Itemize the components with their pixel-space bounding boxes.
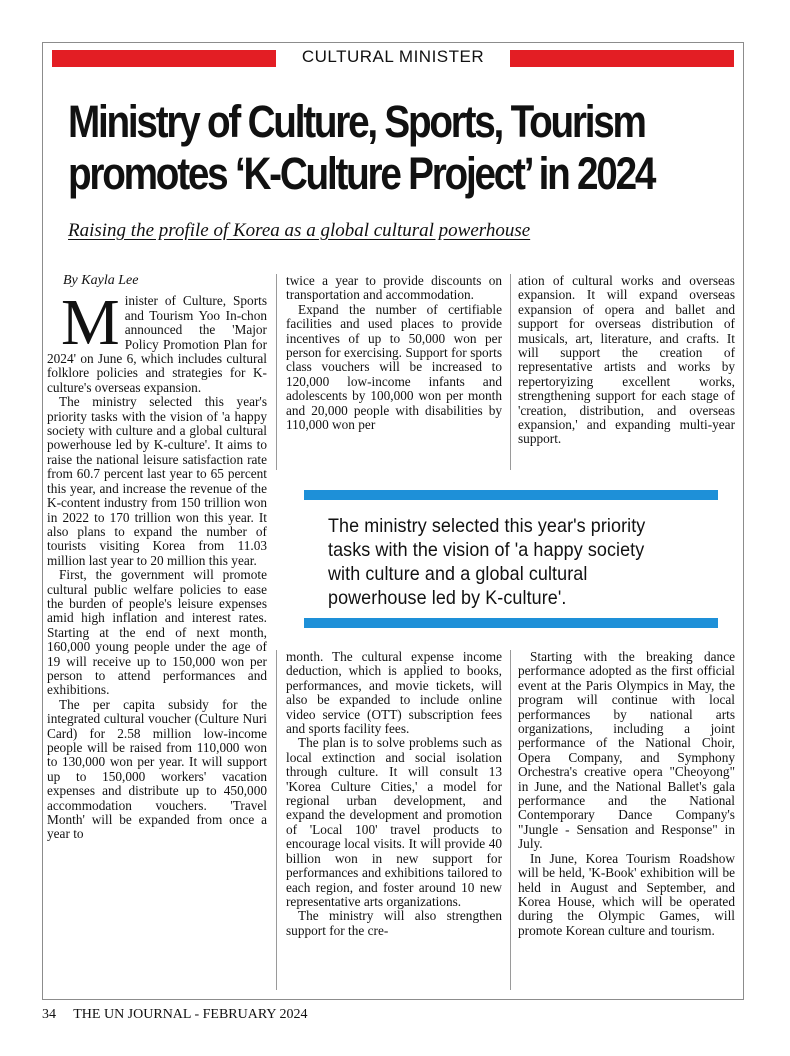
column-3-top bbox=[518, 274, 735, 447]
headline-line-2: promotes ‘K-Culture Project’ in 2024 bbox=[68, 148, 655, 199]
paragraph: The ministry will also strengthen support for the cre- bbox=[286, 908, 502, 938]
column-rule bbox=[276, 274, 277, 470]
paragraph: In June, Korea Tourism Roadshow will be held, 'K-Book' exhibition will be held in August and September, and Korea House, which will be operated during the Olympic Games, will promote Korean culture and tourism. bbox=[518, 850, 735, 938]
section-header bbox=[52, 47, 734, 67]
paragraph: Expand the number of certifiable facilities and used places to provide incentives of up to 50,000 won per person for exercising. Support for sports class vouchers will be increased to 120,000 low-income infants and adolescents by 100,000 won per month and 20,000 people with disabilities by 110,000 won per bbox=[286, 301, 502, 433]
paragraph-text: inister of Culture, Sports and Tourism Yoo In-chon announced the 'Major Policy Promotion Plan for 2024' on June 6, which includes cultural folklore policies and strategies for K-culture's overseas expansion. bbox=[47, 293, 267, 395]
paragraph: Starting with the breaking dance performance adopted as the first official event at the Paris Olympics in May, the program will continue with local performances by national arts organizations, including a joint performance of the National Choir, Opera Company, and Symphony Orchestra's creative opera "Cheoyong" in June, and the National Ballet's gala performance and the National Contemporary Dance Company's "Jungle - Sensation and Response" in July. bbox=[518, 649, 735, 852]
column-3-bottom bbox=[518, 650, 735, 938]
pullquote-bar-top bbox=[304, 490, 718, 500]
column-2-top bbox=[286, 274, 502, 432]
publication-name: THE UN JOURNAL - FEBRUARY 2024 bbox=[73, 1007, 308, 1022]
headline-line-1: Ministry of Culture, Sports, Tourism bbox=[68, 96, 645, 147]
paragraph: The plan is to solve problems such as local extinction and social isolation through culture. It will consult 13 'Korea Culture Cities,' a model for regional urban development, and expand the development and promotion of 'Local 100' travel products to encourage local visits. It will provide 40 billion won in new support for performances and exhibitions tailored to each region, and foster around 10 new representative arts organizations. bbox=[286, 735, 502, 909]
paragraph: month. The cultural expense income deduction, which is applied to books, performances, and movie tickets, will also be expanded to include online video service (OTT) subscription fees and sports facility fees. bbox=[286, 649, 502, 737]
column-rule bbox=[510, 274, 511, 470]
pullquote-bar-bottom bbox=[304, 618, 718, 628]
column-2-bottom bbox=[286, 650, 502, 938]
drop-cap: M bbox=[61, 286, 120, 360]
paragraph bbox=[47, 286, 267, 395]
paragraph: The per capita subsidy for the integrated cultural voucher (Culture Nuri Card) for 2.58 million low-income people will be raised from 110,000 won to 130,000 won per year. It will support up to 150,000 workers' vacation expenses and distribute up to 450,000 accommodation vouchers. 'Travel Month' will be expanded from once a year to bbox=[47, 696, 267, 842]
column-rule bbox=[510, 650, 511, 990]
subheadline: Raising the profile of Korea as a global cultural powerhouse bbox=[68, 220, 531, 241]
paragraph: twice a year to provide discounts on transportation and accommodation. bbox=[286, 273, 502, 303]
pullquote: The ministry selected this year's priority tasks with the vision of 'a happy society with culture and a global cultural powerhouse led by K-culture'. bbox=[328, 515, 646, 609]
column-1 bbox=[47, 274, 267, 842]
section-bar-left bbox=[52, 50, 276, 67]
section-bar-right bbox=[510, 50, 734, 67]
byline: By Kayla Lee bbox=[63, 273, 139, 288]
page-number: 34 bbox=[42, 1007, 56, 1022]
headline bbox=[68, 96, 653, 200]
paragraph: First, the government will promote cultural public welfare policies to ease the burden of people's leisure expenses amid high inflation and interest rates. Starting at the end of next month, 160,000 young people under the age of 19 will receive up to 150,000 won per person to attend performances and exhibitions. bbox=[47, 567, 267, 698]
page-footer bbox=[42, 1007, 308, 1023]
section-label: CULTURAL MINISTER bbox=[301, 47, 485, 66]
column-rule bbox=[276, 650, 277, 990]
paragraph: ation of cultural works and overseas expansion. It will expand overseas expansion of opera and ballet and support for overseas distribution of musicals, art, literature, and crafts. It will support the creation of representative artists and works by repertoryizing excellent works, strengthening support for each stage of 'creation, distribution, and overseas expansion,' and expanding multi-year support. bbox=[518, 273, 735, 447]
paragraph: The ministry selected this year's priority tasks with the vision of 'a happy society with culture and a global cultural powerhouse led by K-culture'. It aims to raise the national leisure satisfaction rate from 60.7 percent last year to 65 percent this year, and increase the revenue of the K-content industry from 150 trillion won in 2022 to 170 trillion won this year. It also plans to expand the number of tourists visiting Korea from 11.03 million last year to 20 million this year. bbox=[47, 394, 267, 568]
